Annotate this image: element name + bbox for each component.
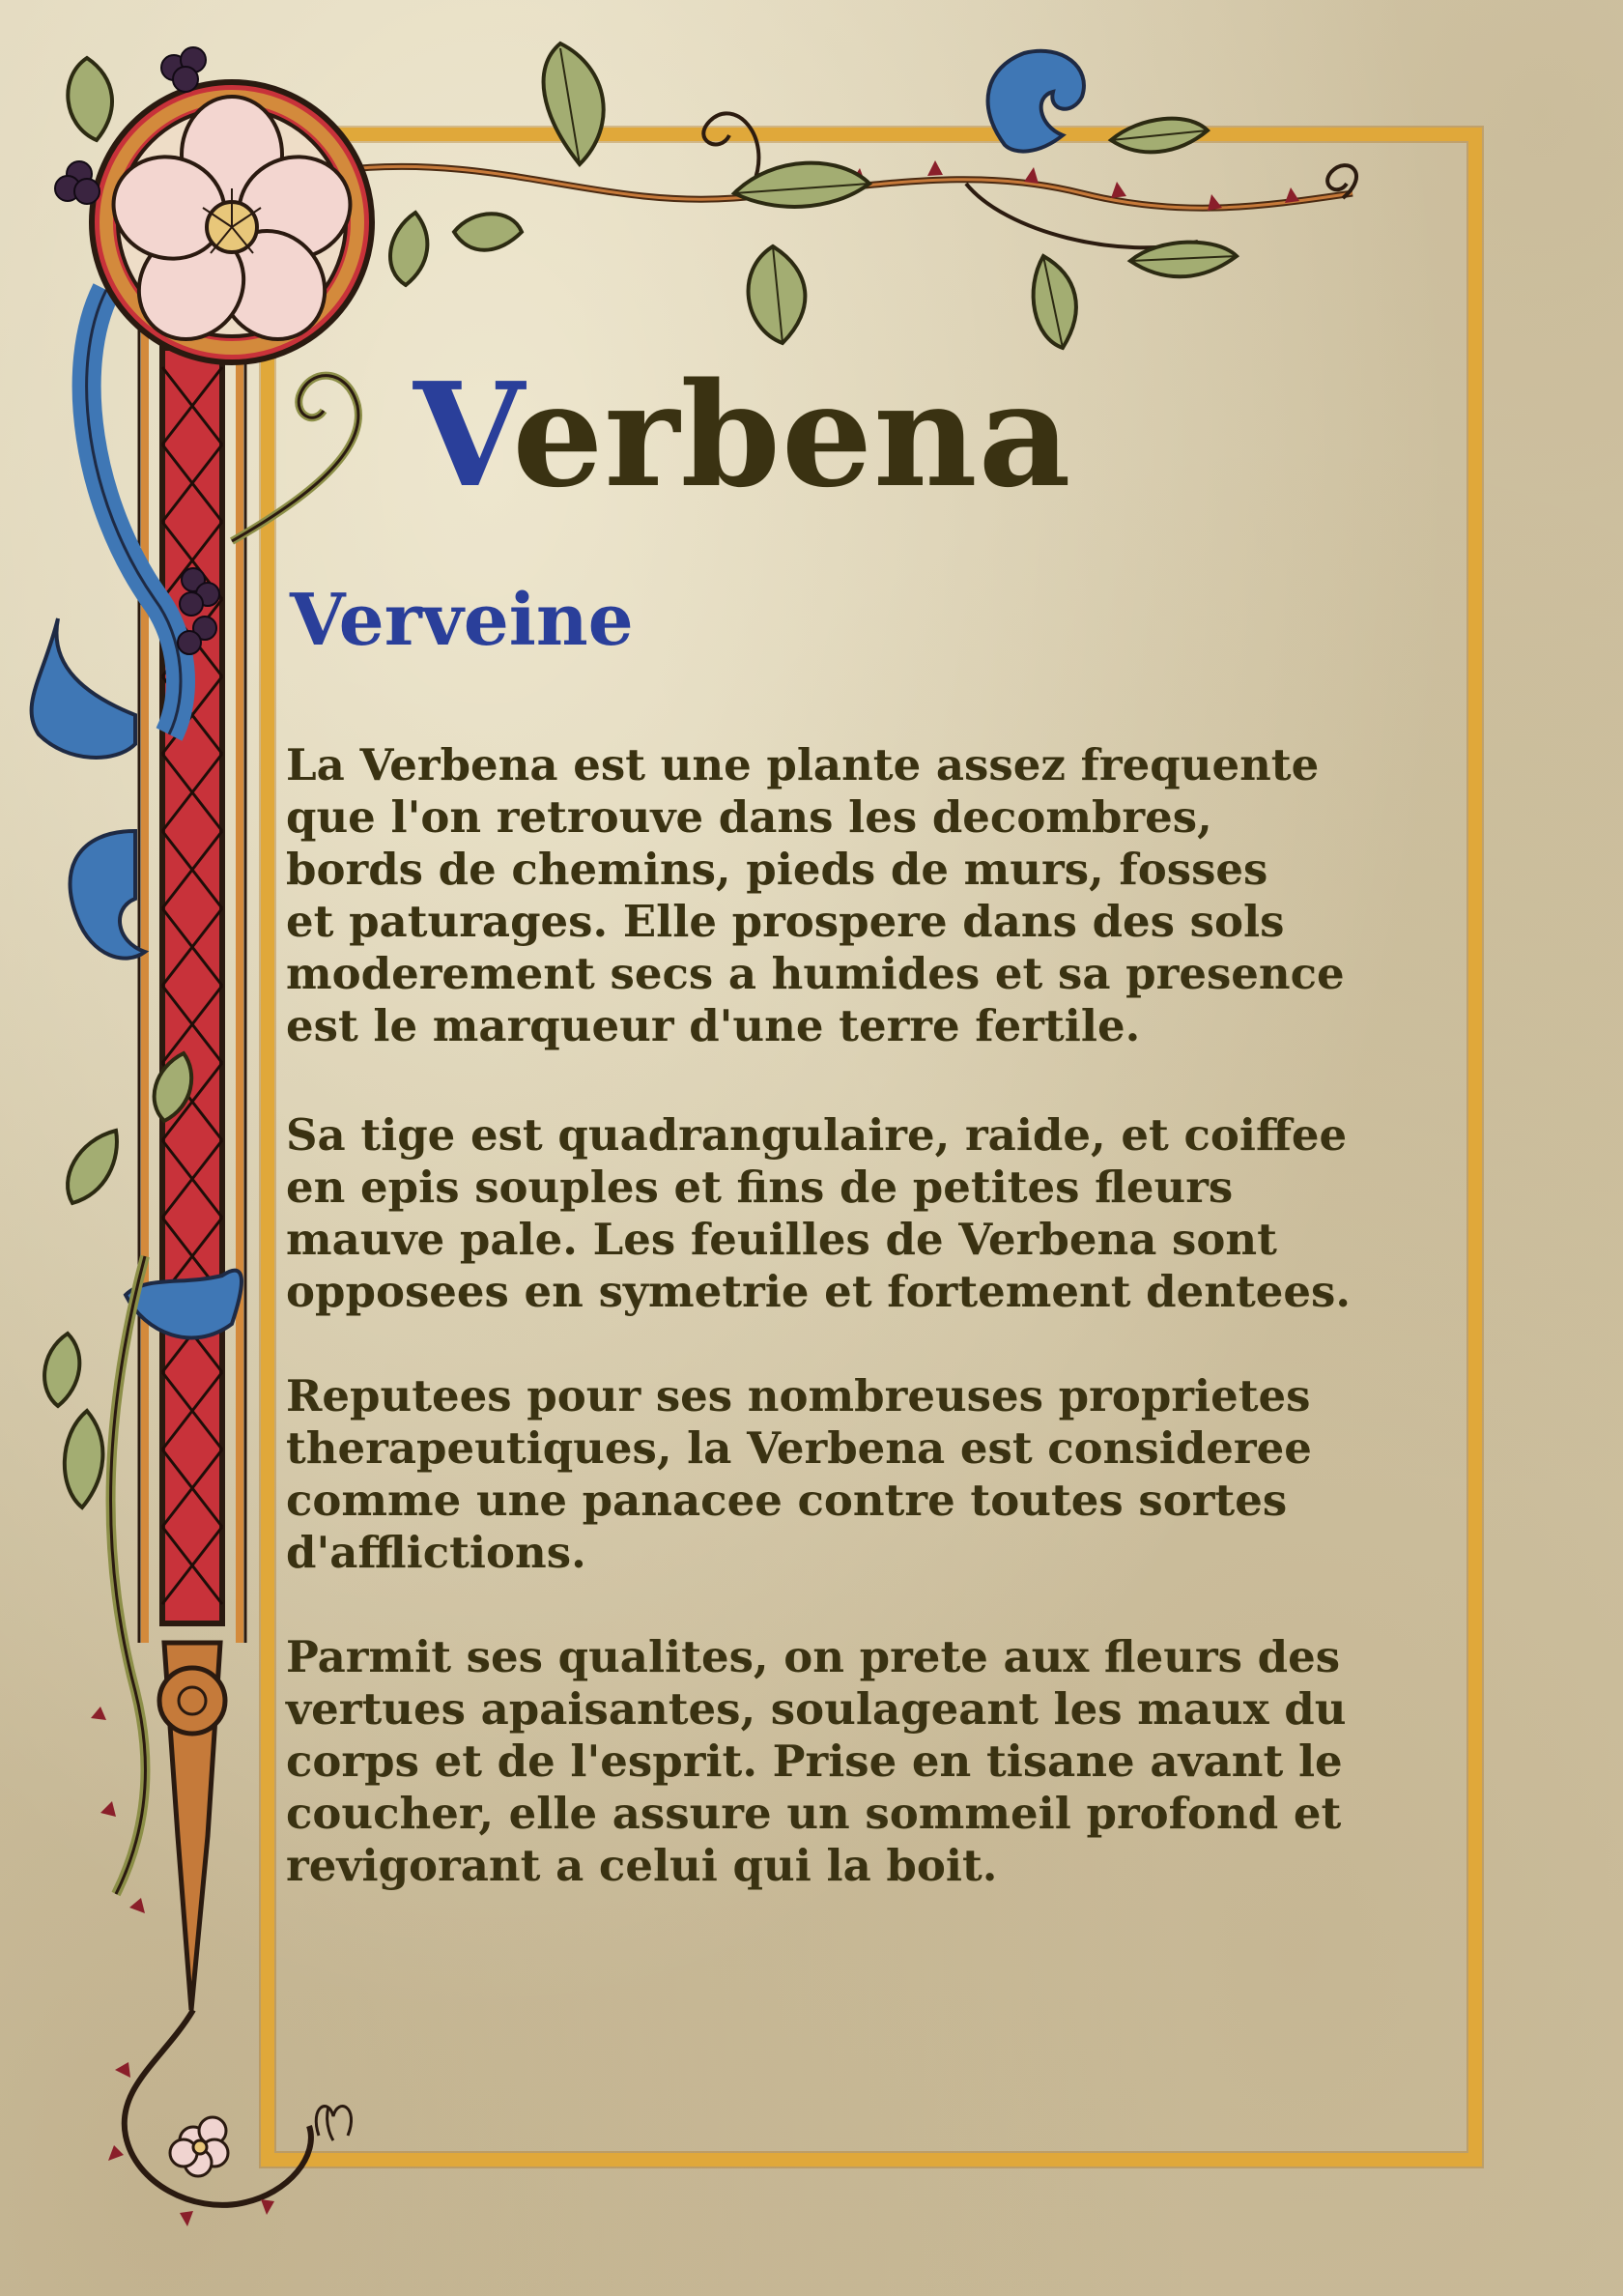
acanthus-left-upper (32, 618, 135, 758)
text-line: corps et de l'esprit. Prise en tisane avant le (286, 1736, 1343, 1787)
text-line: que l'on retrouve dans les decombres, (286, 791, 1212, 843)
leaf-icon (390, 43, 1237, 348)
page-title (413, 343, 1072, 527)
acanthus-left-mid (71, 831, 146, 959)
text-line: moderement secs a humides et sa presence (286, 948, 1345, 999)
paragraph-qualities (286, 1631, 1465, 1892)
thorns-top (850, 160, 1299, 211)
text-line: et paturages. Elle prospere dans des sols (286, 896, 1285, 947)
text-line: therapeutiques, la Verbena est consideree (286, 1422, 1312, 1474)
text-line: vertues apaisantes, soulageant les maux du (286, 1683, 1347, 1735)
paragraph-description (286, 1109, 1465, 1318)
text-line: d'afflictions. (286, 1527, 586, 1578)
text-line: est le marqueur d'une terre fertile. (286, 1000, 1141, 1051)
text-line: Reputees pour ses nombreuses proprietes (286, 1370, 1311, 1421)
paragraph-habitat (286, 739, 1465, 1052)
red-lattice-bar (162, 348, 222, 1623)
text-line: bords de chemins, pieds de murs, fosses (286, 844, 1268, 895)
paragraph-properties (286, 1370, 1465, 1579)
bud-icon (316, 2107, 351, 2140)
text-line: mauve pale. Les feuilles de Verbena sont (286, 1214, 1277, 1265)
thorny-vine-bottom (125, 2010, 311, 2205)
vine-curl-top (703, 113, 758, 184)
title-rest: erbena (512, 351, 1072, 519)
text-line: revigorant a celui qui la boit. (286, 1840, 998, 1891)
text-line: Parmit ses qualites, on prete aux fleurs des (286, 1631, 1341, 1682)
text-line: coucher, elle assure un sommeil profond et (286, 1788, 1342, 1839)
text-line: comme une panacee contre toutes sortes (286, 1475, 1288, 1526)
text-line: opposees en symetrie et fortement dentees. (286, 1266, 1352, 1317)
text-line: La Verbena est une plante assez frequente (286, 739, 1320, 790)
text-line: en epis souples et fins de petites fleurs (286, 1162, 1234, 1213)
text-line: Sa tige est quadrangulaire, raide, et coiffee (286, 1109, 1348, 1161)
acanthus-scroll-icon (988, 51, 1084, 152)
title-initial: V (413, 351, 513, 519)
bar-boss (159, 1668, 225, 1734)
small-blossom-icon (170, 2117, 228, 2176)
page-subtitle: Verveine (290, 579, 634, 662)
